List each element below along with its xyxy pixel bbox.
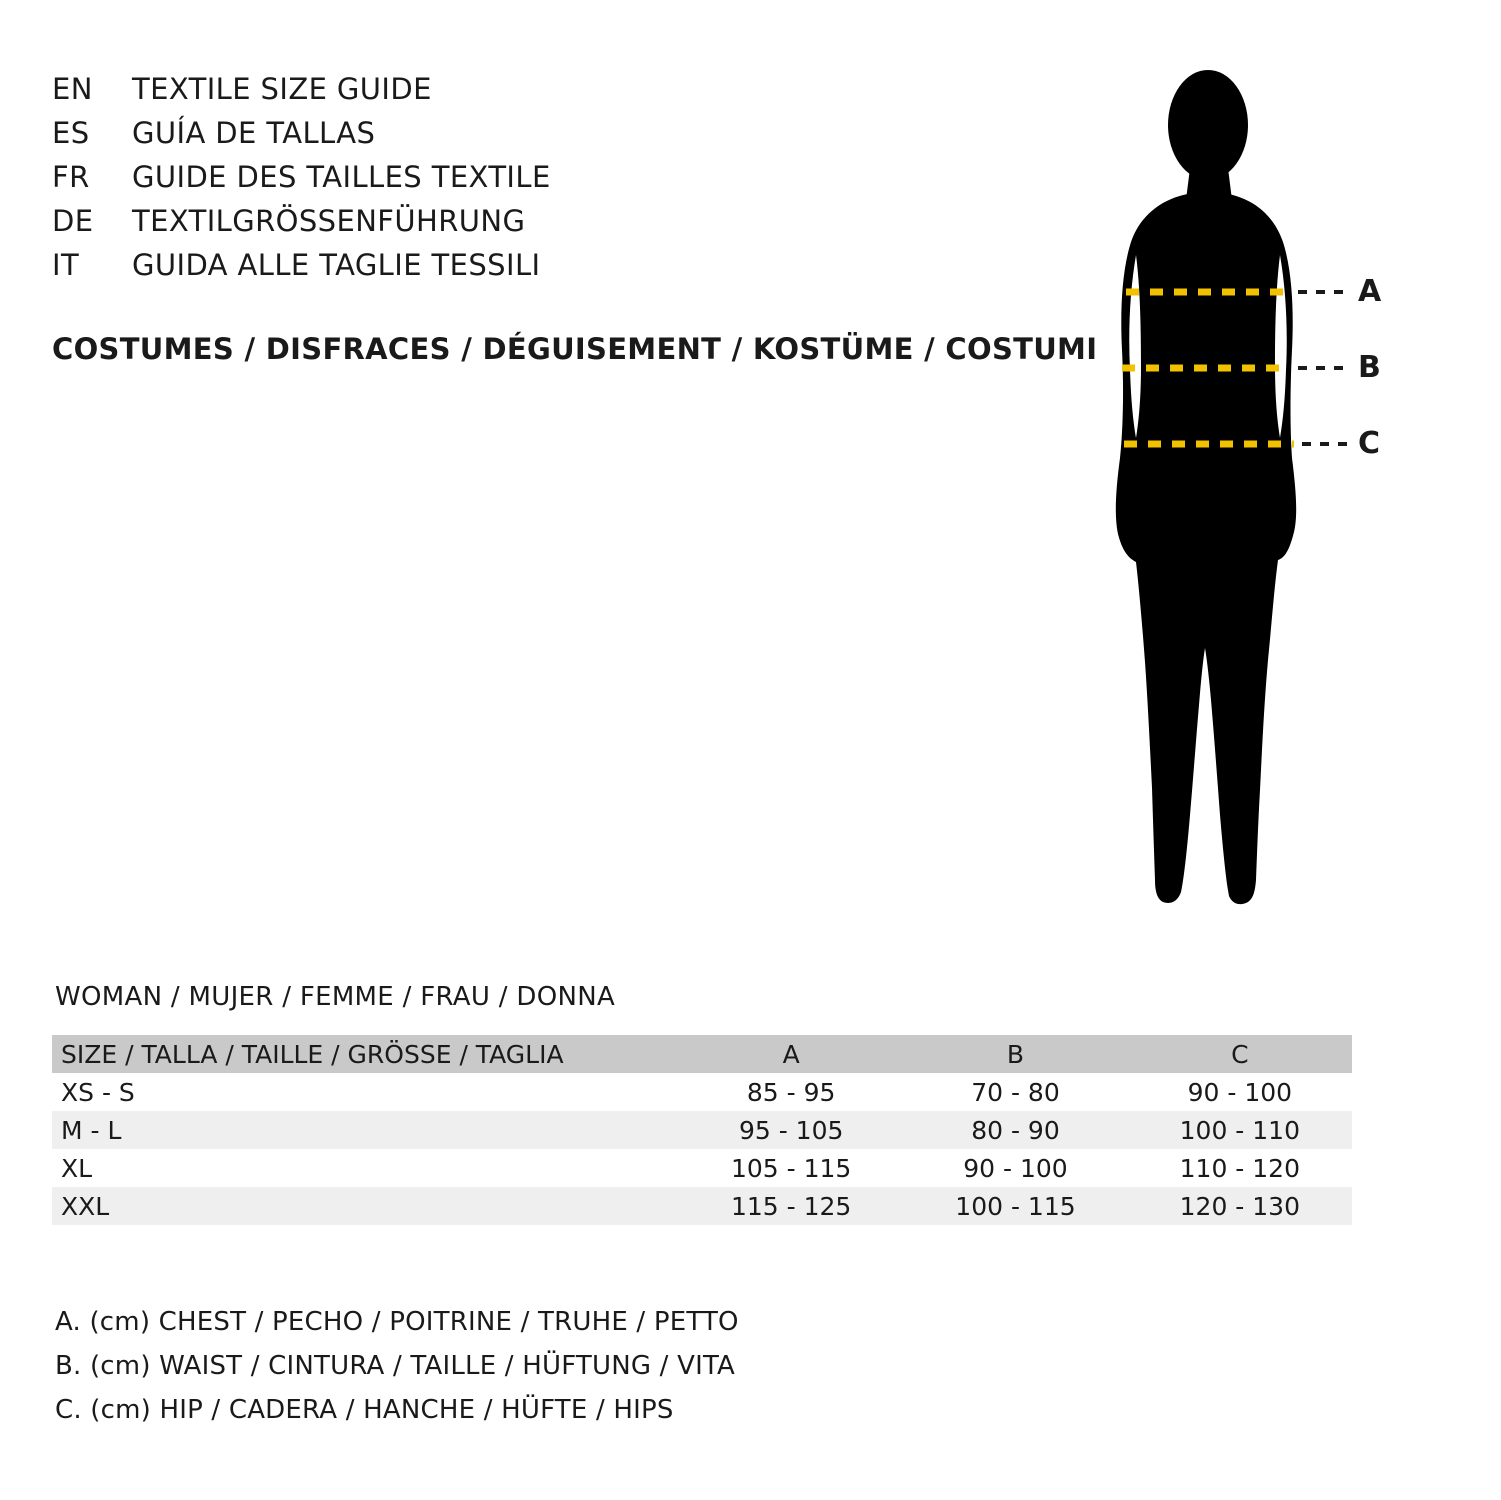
measure-label-b: B	[1358, 350, 1381, 385]
column-header-size: SIZE / TALLA / TAILLE / GRÖSSE / TAGLIA	[61, 1039, 564, 1069]
table-row	[52, 1111, 1352, 1149]
language-title: TEXTILE SIZE GUIDE	[132, 72, 432, 106]
table-header-row	[52, 1035, 1352, 1073]
language-row	[52, 248, 1002, 292]
language-code: IT	[52, 248, 80, 282]
cell-c: 90 - 100	[1187, 1077, 1293, 1107]
measure-label-a: A	[1358, 274, 1382, 309]
cell-c: 100 - 110	[1179, 1115, 1300, 1145]
language-title: TEXTILGRÖSSENFÜHRUNG	[132, 204, 526, 238]
language-code: FR	[52, 160, 90, 194]
cell-a: 85 - 95	[746, 1077, 836, 1107]
language-code: EN	[52, 72, 93, 106]
language-list	[52, 72, 1002, 292]
language-code: DE	[52, 204, 94, 238]
cell-a: 95 - 105	[738, 1115, 844, 1145]
column-header-b: B	[1006, 1039, 1025, 1069]
footnotes	[55, 1300, 739, 1432]
footnote-c: C. (cm) HIP / CADERA / HANCHE / HÜFTE / HIPS	[55, 1395, 674, 1425]
table-caption: WOMAN / MUJER / FEMME / FRAU / DONNA	[55, 982, 616, 1012]
cell-b: 70 - 80	[971, 1077, 1060, 1107]
cell-b: 100 - 115	[955, 1191, 1076, 1221]
language-title: GUÍA DE TALLAS	[132, 116, 376, 150]
language-title: GUIDA ALLE TAGLIE TESSILI	[132, 248, 541, 282]
language-row	[52, 204, 1002, 248]
cell-size: M - L	[61, 1115, 122, 1145]
table-row	[52, 1149, 1352, 1187]
cell-size: XL	[61, 1153, 93, 1183]
language-row	[52, 116, 1002, 160]
column-header-c: C	[1231, 1039, 1249, 1069]
language-row	[52, 72, 1002, 116]
table-row	[52, 1073, 1352, 1111]
cell-size: XXL	[61, 1191, 110, 1221]
language-code: ES	[52, 116, 90, 150]
cell-a: 115 - 125	[730, 1191, 852, 1221]
category-line: COSTUMES / DISFRACES / DÉGUISEMENT / KOSTÜME / COSTUMI	[52, 332, 1098, 366]
size-table	[52, 1035, 1352, 1225]
measure-label-c: C	[1358, 426, 1381, 461]
cell-a: 105 - 115	[730, 1153, 852, 1183]
column-header-a: A	[782, 1039, 800, 1069]
footnote-a: A. (cm) CHEST / PECHO / POITRINE / TRUHE / PETTO	[55, 1307, 739, 1337]
language-title: GUIDE DES TAILLES TEXTILE	[132, 160, 551, 194]
table-row	[52, 1187, 1352, 1225]
cell-size: XS - S	[61, 1077, 135, 1107]
figure-area	[1040, 60, 1460, 940]
cell-b: 80 - 90	[971, 1115, 1060, 1145]
language-row	[52, 160, 1002, 204]
footnote-b: B. (cm) WAIST / CINTURA / TAILLE / HÜFTUNG / VITA	[55, 1351, 736, 1381]
cell-b: 90 - 100	[963, 1153, 1068, 1183]
cell-c: 110 - 120	[1179, 1153, 1300, 1183]
woman-silhouette-icon	[1040, 60, 1460, 940]
cell-c: 120 - 130	[1179, 1191, 1300, 1221]
